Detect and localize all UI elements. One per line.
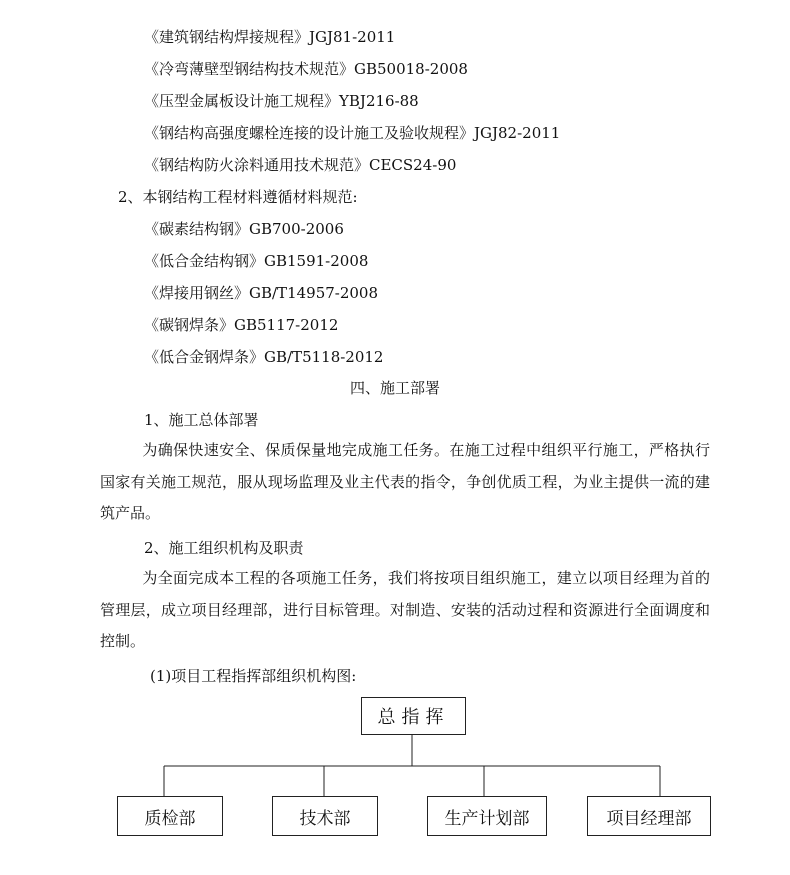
- standard-item: 《钢结构防火涂料通用技术规范》CECS24-90: [144, 156, 457, 174]
- standard-item: 《钢结构高强度螺栓连接的设计施工及验收规程》JGJ82-2011: [144, 124, 561, 142]
- material-standard-item: 《碳钢焊条》GB5117-2012: [144, 316, 339, 334]
- org-root-box: 总指挥: [361, 697, 466, 735]
- materials-heading: 2、本钢结构工程材料遵循材料规范:: [118, 188, 358, 206]
- material-standard-item: 《碳素结构钢》GB700-2006: [144, 220, 344, 238]
- paragraph-text: 为全面完成本工程的各项施工任务，我们将按项目组织施工，建立以项目经理为首的管理层，成立项目经理部，进行目标管理。对制造、安装的活动过程和资源进行全面调度和控制。: [100, 569, 710, 650]
- standard-item: 《建筑钢结构焊接规程》JGJ81-2011: [144, 28, 396, 46]
- org-dept-box: 技术部: [272, 796, 378, 836]
- subsection-heading: 1、施工总体部署: [144, 411, 259, 429]
- subsection-heading: 2、施工组织机构及职责: [144, 539, 304, 557]
- org-dept-box: 生产计划部: [427, 796, 547, 836]
- chart-caption: (1)项目工程指挥部组织机构图:: [150, 667, 357, 685]
- standard-item: 《压型金属板设计施工规程》YBJ216-88: [144, 92, 419, 110]
- section-title: 四、施工部署: [349, 379, 440, 397]
- material-standard-item: 《低合金钢焊条》GB/T5118-2012: [144, 348, 384, 366]
- standard-item: 《冷弯薄壁型钢结构技术规范》GB50018-2008: [144, 60, 468, 78]
- org-dept-box: 质检部: [117, 796, 223, 836]
- material-standard-item: 《焊接用钢丝》GB/T14957-2008: [144, 284, 379, 302]
- org-dept-box: 项目经理部: [587, 796, 711, 836]
- material-standard-item: 《低合金结构钢》GB1591-2008: [144, 252, 369, 270]
- paragraph-text: 为确保快速安全、保质保量地完成施工任务。在施工过程中组织平行施工，严格执行国家有关施工规范，服从现场监理及业主代表的指令，争创优质工程，为业主提供一流的建筑产品。: [100, 441, 710, 522]
